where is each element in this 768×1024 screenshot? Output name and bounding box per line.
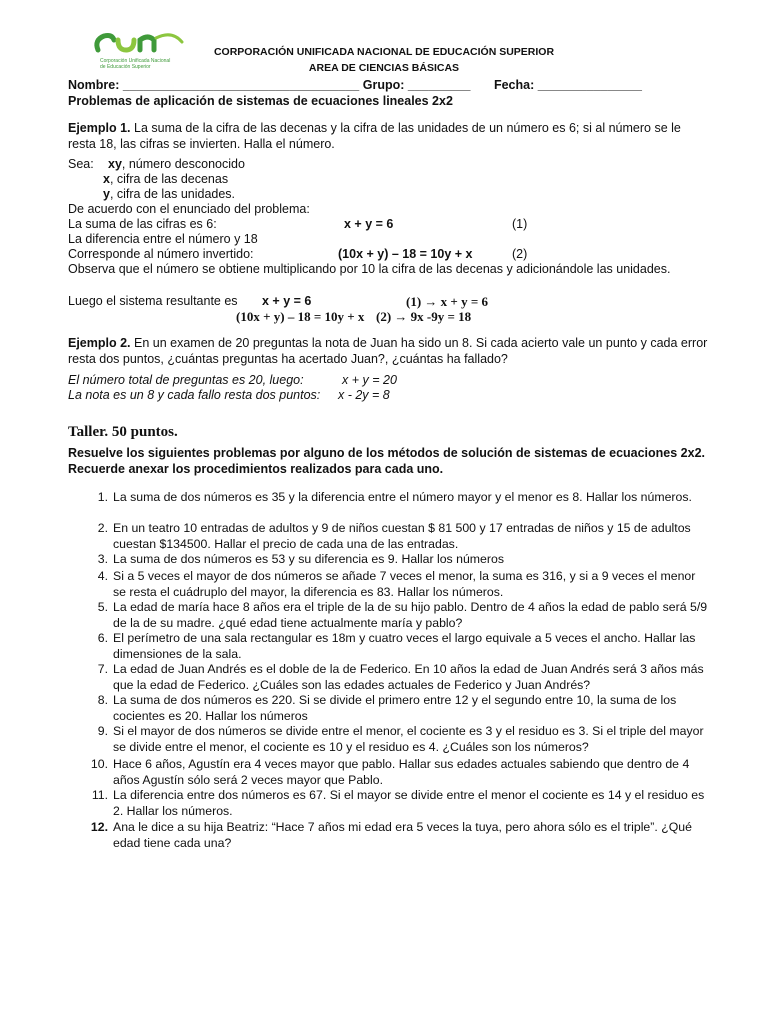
problem-number: 5. — [97, 600, 108, 614]
logo-subtitle: Corporación Unificada Nacional de Educación Superior — [100, 58, 171, 70]
def-y: y, cifra de las unidades. — [103, 187, 236, 201]
problem-text: La suma de dos números es 53 y su diferencia es 9. Hallar los números — [113, 552, 504, 566]
area-name: AREA DE CIENCIAS BÁSICAS — [308, 62, 460, 74]
suma-label: La suma de las cifras es 6: — [68, 217, 217, 231]
def-x: x, cifra de las decenas — [103, 172, 229, 186]
system-eq1: x + y = 6 — [262, 294, 312, 308]
problem-number: 10. — [90, 757, 108, 771]
acuerdo-text: De acuerdo con el enunciado del problema: — [68, 202, 310, 216]
problem-item — [90, 600, 710, 631]
invertido-label: Corresponde al número invertido: — [68, 247, 254, 261]
problem-item — [90, 820, 710, 852]
problem-item — [90, 788, 710, 820]
problem-text: Hace 6 años, Agustín era 4 veces mayor que pablo. Hallar sus edades actuales sabiendo que dentro de 4 años Agustín sólo será 2 veces mayor que Pablo. — [113, 757, 690, 787]
document-title: Problemas de aplicación de sistemas de ecuaciones lineales 2x2 — [68, 94, 453, 108]
system-eq2: (10x + y) – 18 = 10y + x — [236, 309, 365, 324]
sea-label: Sea: — [68, 157, 94, 171]
problem-text: En un teatro 10 entradas de adultos y 9 de niños cuestan $ 81 500 y 17 entradas de niños y 15 de adultos cuestan $134500. Hallar el precio de cada una de las entradas. — [113, 521, 691, 551]
ejemplo2-eq2: x - 2y = 8 — [338, 388, 390, 402]
problem-item — [90, 490, 710, 521]
observa-text: Observa que el número se obtiene multiplicando por 10 la cifra de las decenas y adicionándole las unidades. — [68, 262, 671, 276]
fecha-field[interactable]: _______________ — [537, 78, 642, 92]
problem-item — [90, 724, 710, 757]
ejemplo2-line2: La nota es un 8 y cada fallo resta dos puntos: — [68, 388, 321, 402]
ejemplo2-line1: El número total de preguntas es 20, luego: — [68, 373, 304, 387]
problem-item — [90, 662, 710, 693]
problem-number: 6. — [97, 631, 108, 645]
system-eq2-result: (2) → 9x -9y = 18 — [376, 309, 472, 324]
nombre-field[interactable]: __________________________________ — [122, 78, 360, 92]
problem-number: 7. — [97, 662, 108, 676]
luego-text: Luego el sistema resultante es — [68, 294, 238, 308]
problem-number: 9. — [97, 724, 108, 738]
ejemplo2-eq1: x + y = 20 — [342, 373, 397, 387]
taller-instructions: Resuelve los siguientes problemas por alguno de los métodos de solución de sistemas de ecuaciones 2x2. Recuerde anexar los procedimientos realizados para cada uno. — [68, 446, 706, 476]
ejemplo2-statement: Ejemplo 2. En un examen de 20 preguntas la nota de Juan ha sido un 8. Si cada acierto vale un punto y cada error resta dos puntos, ¿cuántas preguntas ha acertado Juan?, ¿cuántas ha fallado? — [68, 336, 708, 366]
problem-item — [90, 521, 710, 552]
ejemplo1-statement: Ejemplo 1. La suma de la cifra de las decenas y la cifra de las unidades de un número es 6; si al número se le resta 18, las cifras se invierten. Halla el número. — [68, 121, 681, 151]
problem-item — [90, 631, 710, 662]
invertido-equation: (10x + y) – 18 = 10y + x — [338, 247, 473, 261]
grupo-field[interactable]: _________ — [407, 78, 471, 92]
taller-title: Taller. 50 puntos. — [68, 424, 178, 440]
institution-name: CORPORACIÓN UNIFICADA NACIONAL DE EDUCACIÓN SUPERIOR — [213, 46, 555, 58]
problem-text: La diferencia entre dos números es 67. Si el mayor se divide entre el menor el cociente es 14 y el residuo es 2. Hallar los números. — [113, 788, 705, 818]
problem-number: 11. — [91, 788, 108, 802]
def-xy: xy, número desconocido — [108, 157, 245, 171]
problem-item — [90, 693, 710, 724]
invertido-tag: (2) — [512, 247, 528, 261]
problem-text: La edad de maría hace 8 años era el triple de la de su hijo pablo. Dentro de 4 años la edad de pablo será 5/9 de la de su madre. ¿qué edad tiene actualmente maría y pablo? — [113, 600, 708, 630]
problem-number: 4. — [97, 569, 108, 583]
problem-text: Si a 5 veces el mayor de dos números se añade 7 veces el menor, la suma es 316, y si a 9 veces el menor se resta el cuádruplo del mayor, la diferencia es 83. Hallar los números. — [113, 569, 696, 599]
problem-text: El perímetro de una sala rectangular es 18m y cuatro veces el largo equivale a 5 veces el ancho. Hallar las dimensiones de la sala. — [113, 631, 696, 661]
suma-equation: x + y = 6 — [344, 217, 394, 231]
problem-item — [90, 552, 710, 569]
problem-text: Si el mayor de dos números se divide entre el menor, el cociente es 3 y el residuo es 3. Si el triple del mayor se divide entre el menor, el cociente es 10 y el residuo es 4. ¿Cuáles son los números? — [113, 724, 704, 754]
problem-number: 8. — [97, 693, 108, 707]
problem-item — [90, 569, 710, 600]
problem-item — [90, 757, 710, 788]
problem-number: 2. — [97, 521, 108, 535]
problem-text: La edad de Juan Andrés es el doble de la de Federico. En 10 años la edad de Juan Andrés será 3 años más que la edad de Federico. ¿Cuáles son las edades actuales de Federico y Juan Andrés? — [113, 662, 704, 692]
problem-text: La suma de dos números es 220. Si se divide el primero entre 12 y el segundo entre 10, la suma de los cocientes es 20. Hallar los números — [113, 693, 677, 723]
problem-number: 3. — [97, 552, 108, 566]
diferencia-label: La diferencia entre el número y 18 — [68, 232, 258, 246]
problem-text: Ana le dice a su hija Beatriz: “Hace 7 años mi edad era 5 veces la tuya, pero ahora sólo es el triple”. ¿Qué edad tiene cada una? — [113, 820, 692, 850]
problem-text: La suma de dos números es 35 y la diferencia entre el número mayor y el menor es 8. Hallar los números. — [113, 490, 692, 504]
system-eq1-result: (1) → x + y = 6 — [406, 294, 488, 309]
problem-number: 12. — [90, 820, 108, 834]
suma-tag: (1) — [512, 217, 528, 231]
form-line: Nombre: __________________________________ Grupo: _________ Fecha: _______________ — [68, 78, 642, 92]
problem-number: 1. — [97, 490, 108, 504]
